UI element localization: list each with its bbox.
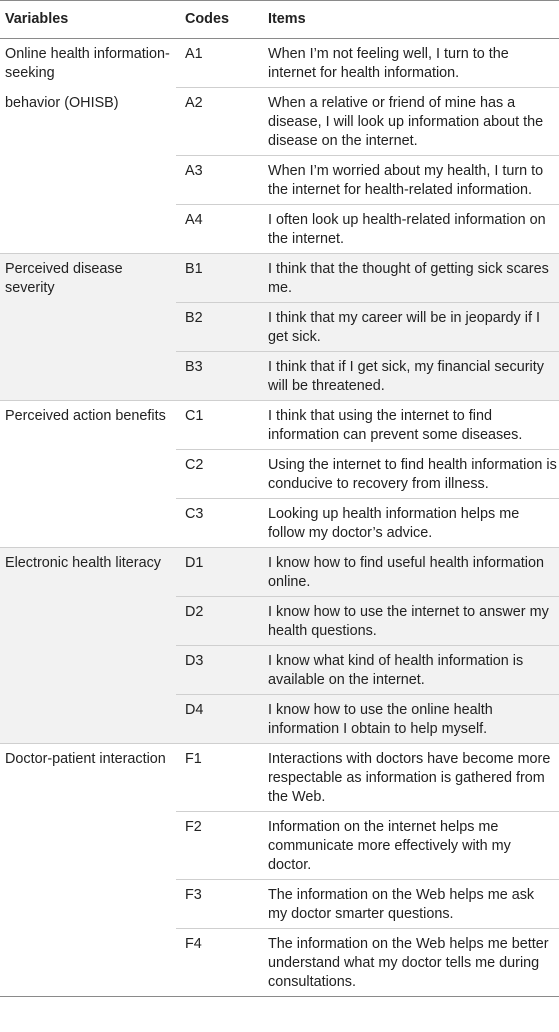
variable-cell (0, 352, 176, 401)
code-cell: B2 (176, 303, 262, 352)
variable-cell (0, 929, 176, 997)
table-row (0, 929, 559, 997)
code-cell: D2 (176, 597, 262, 646)
code-cell: F1 (176, 744, 262, 812)
table-row (0, 205, 559, 254)
table-row (0, 548, 559, 597)
table-row (0, 39, 559, 88)
item-cell: I think that the thought of getting sick scares me. (262, 254, 559, 303)
table-row (0, 695, 559, 744)
item-cell: Looking up health information helps me follow my doctor’s advice. (262, 499, 559, 548)
table-row (0, 880, 559, 929)
code-cell: B1 (176, 254, 262, 303)
code-cell: D4 (176, 695, 262, 744)
variable-cell: Electronic health literacy (0, 548, 176, 597)
variable-cell (0, 695, 176, 744)
header-items: Items (262, 1, 559, 39)
variable-cell (0, 205, 176, 254)
variable-cell (0, 303, 176, 352)
header-variables: Variables (0, 1, 176, 39)
variable-cell (0, 450, 176, 499)
code-cell: F3 (176, 880, 262, 929)
code-cell: C3 (176, 499, 262, 548)
variable-cell: Doctor-patient interaction (0, 744, 176, 812)
code-cell: B3 (176, 352, 262, 401)
code-cell: A1 (176, 39, 262, 88)
item-cell: I know how to use the internet to answer my health questions. (262, 597, 559, 646)
table-row (0, 646, 559, 695)
variable-cell (0, 646, 176, 695)
item-cell: When a relative or friend of mine has a disease, I will look up information about the disease on the internet. (262, 88, 559, 156)
table-row (0, 156, 559, 205)
item-cell: I think that if I get sick, my financial security will be threatened. (262, 352, 559, 401)
item-cell: Using the internet to find health information is conducive to recovery from illness. (262, 450, 559, 499)
item-cell: When I’m worried about my health, I turn to the internet for health-related information. (262, 156, 559, 205)
table-row (0, 450, 559, 499)
item-cell: I know how to use the online health information I obtain to help myself. (262, 695, 559, 744)
variable-cell: Online health information-seeking (0, 39, 176, 88)
item-cell: I think that using the internet to find information can prevent some diseases. (262, 401, 559, 450)
code-cell: A2 (176, 88, 262, 156)
table-row (0, 88, 559, 156)
code-cell: F2 (176, 812, 262, 880)
item-cell: The information on the Web helps me ask my doctor smarter questions. (262, 880, 559, 929)
item-cell: I know what kind of health information is available on the internet. (262, 646, 559, 695)
table-row (0, 812, 559, 880)
table-header-row (0, 1, 559, 39)
table-row (0, 254, 559, 303)
variable-cell (0, 880, 176, 929)
code-cell: D3 (176, 646, 262, 695)
code-cell: F4 (176, 929, 262, 997)
variable-cell: behavior (OHISB) (5, 94, 119, 111)
code-cell: A4 (176, 205, 262, 254)
code-cell: C1 (176, 401, 262, 450)
header-codes: Codes (176, 1, 262, 39)
table-row (0, 401, 559, 450)
variable-cell (0, 156, 176, 205)
variable-cell (0, 499, 176, 548)
item-cell: The information on the Web helps me better understand what my doctor tells me during consultations. (262, 929, 559, 997)
variable-cell (0, 597, 176, 646)
code-cell: A3 (176, 156, 262, 205)
item-cell: I think that my career will be in jeopardy if I get sick. (262, 303, 559, 352)
variable-cell: Perceived disease severity (0, 254, 176, 303)
code-cell: C2 (176, 450, 262, 499)
table-row (0, 597, 559, 646)
item-cell: Interactions with doctors have become more respectable as information is gathered from the Web. (262, 744, 559, 812)
table-row (0, 303, 559, 352)
variable-cell (0, 812, 176, 880)
item-cell: I know how to find useful health information online. (262, 548, 559, 597)
table-row (0, 352, 559, 401)
item-cell: I often look up health-related information on the internet. (262, 205, 559, 254)
table-row (0, 499, 559, 548)
variable-cell: Perceived action benefits (0, 401, 176, 450)
item-cell: Information on the internet helps me communicate more effectively with my doctor. (262, 812, 559, 880)
table-row (0, 744, 559, 812)
code-cell: D1 (176, 548, 262, 597)
item-cell: When I’m not feeling well, I turn to the internet for health information. (262, 39, 559, 88)
